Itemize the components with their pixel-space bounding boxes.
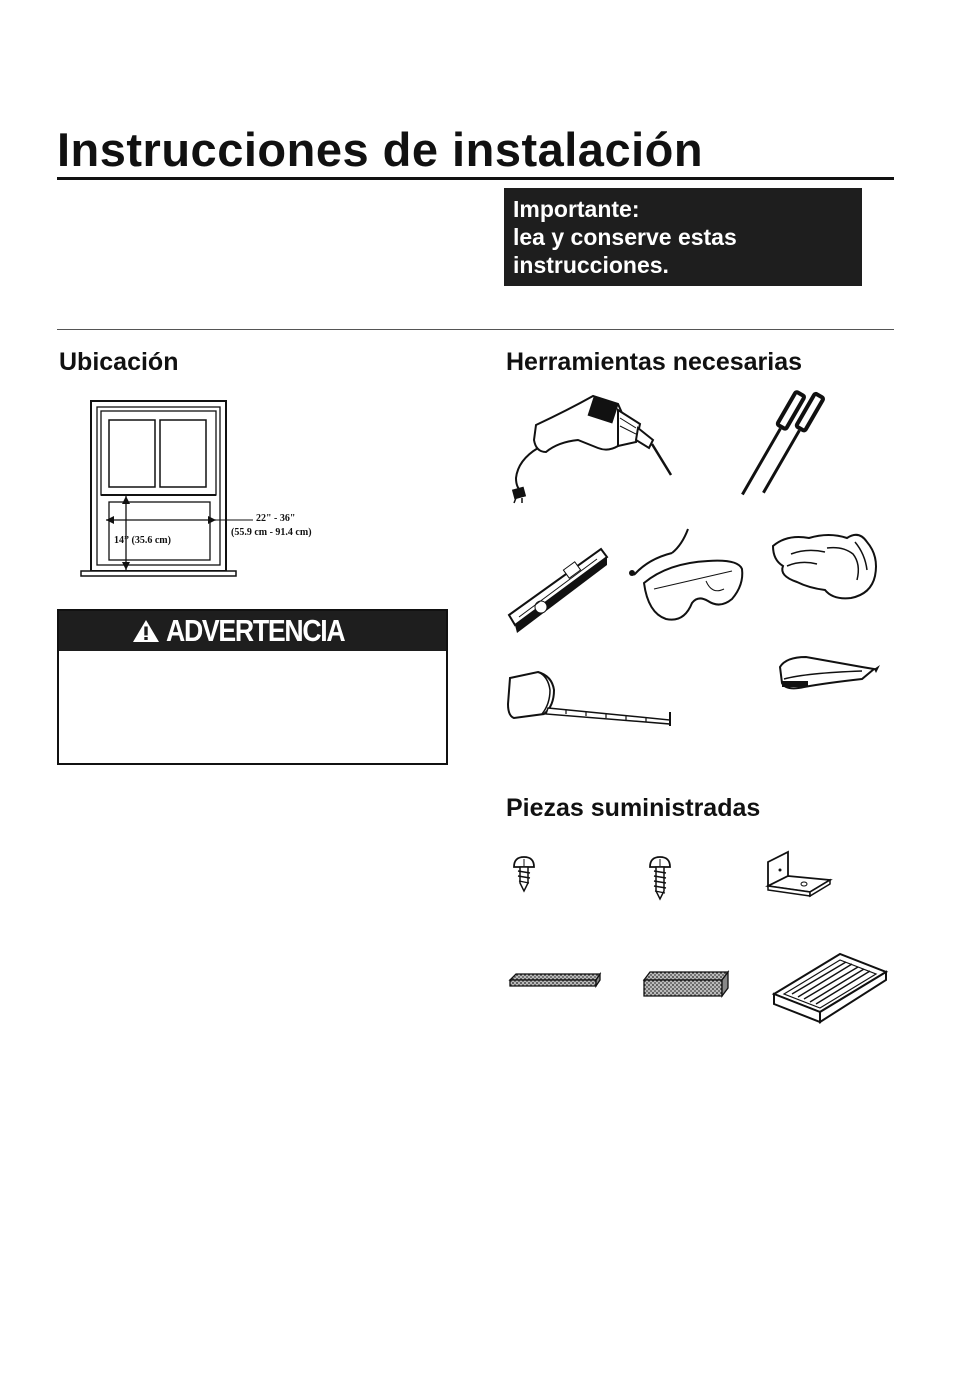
long-screw-icon: [648, 855, 672, 901]
warning-box: [57, 609, 448, 765]
page-title: Instrucciones de instalación: [57, 123, 704, 176]
title-divider: [57, 177, 894, 180]
window-diagram: [78, 398, 338, 588]
thick-foam-strip-icon: [640, 968, 732, 1000]
tools-heading: Herramientas necesarias: [506, 348, 803, 376]
width-label: 22" - 36": [256, 513, 296, 524]
important-notice: [504, 188, 862, 286]
utility-knife-icon: [776, 653, 884, 695]
tape-measure-icon: [506, 668, 676, 728]
warning-header: [59, 611, 446, 651]
width-label-metric: (55.9 cm - 91.4 cm): [231, 527, 312, 538]
important-line-2: lea y conserve estas: [513, 224, 737, 250]
height-label: 14” (35.6 cm): [114, 535, 171, 546]
parts-heading: Piezas suministradas: [506, 794, 761, 822]
level-icon: [505, 545, 610, 637]
important-line-1: Importante:: [513, 196, 640, 222]
important-line-3: instrucciones.: [513, 252, 669, 278]
thin-foam-strip-icon: [508, 970, 603, 992]
gloves-icon: [767, 528, 882, 603]
safety-glasses-icon: [628, 525, 746, 625]
location-heading: Ubicación: [59, 348, 179, 376]
drill-icon: [508, 390, 676, 505]
screwdrivers-icon: [700, 388, 825, 503]
angle-bracket-icon: [764, 850, 836, 902]
warning-label: ADVERTENCIA: [165, 613, 345, 648]
window-panel-icon: [770, 950, 890, 1030]
short-screw-icon: [512, 855, 536, 893]
section-divider: [57, 329, 894, 330]
warning-triangle-icon: [132, 618, 160, 644]
